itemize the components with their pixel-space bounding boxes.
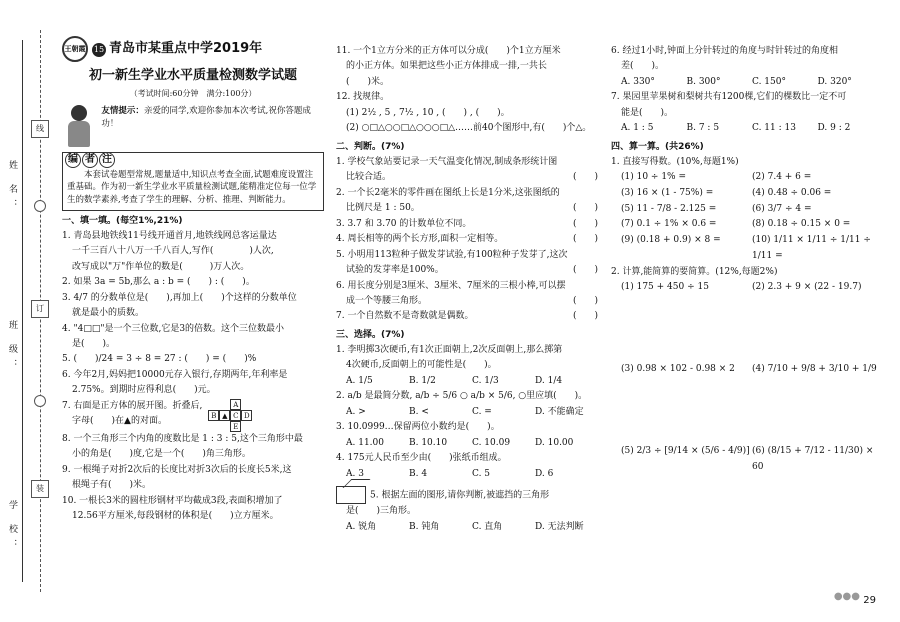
q11-line: ( )米。 — [346, 76, 390, 87]
answer-paren: ( ) — [572, 295, 598, 306]
q2: 2. 如果 3a = 5b,那么 a : b = ( ) : ( )。 — [62, 277, 255, 288]
calc-row — [611, 170, 883, 186]
question-list — [62, 229, 324, 525]
option: D. 6 — [535, 468, 554, 479]
calc-item: (3) 0.98 × 102 - 0.98 × 2 — [621, 364, 735, 375]
column-2 — [336, 44, 598, 535]
column-1 — [62, 36, 324, 525]
j1-row — [336, 170, 598, 185]
judge-list — [336, 155, 598, 325]
tip — [101, 105, 324, 149]
calc-row — [611, 217, 883, 233]
bind-mark-line: 线 — [31, 120, 49, 138]
c2-options — [336, 405, 598, 420]
option: A. 330° — [621, 76, 655, 87]
j3-line: 3. 3.7 和 3.70 的计数单位不同。 — [336, 218, 472, 229]
option: A. 1 : 5 — [621, 123, 654, 134]
q12: 12. 找规律。 — [336, 92, 390, 103]
q1-line: 1. 青岛县地铁线11号线开通首月,地铁线网总客运量达 — [62, 230, 277, 241]
j5-line: 5. 小明用113粒种子做发芽试验,有100粒种子发芽了,这次 — [336, 249, 568, 260]
option: C. 10.09 — [472, 437, 511, 448]
c5-line: 是( )三角形。 — [346, 506, 417, 517]
margin-line — [22, 40, 23, 582]
q8-line: 8. 一个三角形三个内角的度数比是 1 : 3 : 5,这个三角形中最 — [62, 433, 303, 444]
calc-row — [611, 202, 883, 218]
calc-item: (1) 10 ÷ 1% = — [621, 172, 687, 183]
option: A. 11.00 — [346, 437, 384, 448]
option: C. 直角 — [472, 521, 503, 532]
editor-tag: 编 者 注 — [65, 152, 116, 168]
calc-item: (4) 7/10 + 9/8 + 3/10 + 1/9 — [752, 364, 877, 375]
option: B. 300° — [686, 76, 721, 87]
q7-line: 7. 右面是正方体的展开图。折叠后, — [62, 400, 203, 411]
publisher-logo: 王朝霞 — [62, 36, 88, 62]
j6-line: 成一个等腰三角形。 — [346, 295, 428, 306]
column-3 — [611, 44, 883, 476]
question-list — [336, 44, 598, 137]
answer-paren: ( ) — [572, 203, 598, 214]
option: B. < — [409, 406, 429, 417]
cube-net-diagram — [208, 399, 252, 432]
calc-part2-title: 2. 计算,能简算的要简算。(12%,每题2%) — [611, 266, 778, 277]
tip-label: 友情提示： — [101, 105, 144, 116]
page-decoration: ●●● — [833, 590, 860, 602]
q12-part2: (2) ○□△○○□△○○○□△……前40个图形中,有( )个△。 — [346, 123, 592, 134]
q9-line: 根绳子有( )米。 — [72, 480, 152, 491]
choice-list-cont — [611, 44, 883, 137]
option: A. 锐角 — [346, 521, 377, 532]
c6-line: 差( )。 — [621, 61, 665, 72]
q8-line: 小的角是( )度,它是一个( )角三角形。 — [72, 449, 251, 460]
option: C. 5 — [472, 468, 491, 479]
option: D. 10.00 — [535, 437, 574, 448]
bind-mark-order: 订 — [31, 300, 49, 318]
answer-paren: ( ) — [572, 265, 598, 276]
j5-line: 试验的发芽率是100%。 — [346, 265, 444, 276]
q6-line: 2.75%。到期时应得利息( )元。 — [72, 385, 216, 396]
j5-row — [336, 263, 598, 278]
hidden-triangle-figure — [336, 486, 366, 504]
choice-list — [336, 343, 598, 535]
option: B. 4 — [409, 468, 428, 479]
q3-line: 3. 4/7 的分数单位是( ),再加上( )个这样的分数单位 — [62, 292, 297, 303]
option: B. 7 : 5 — [686, 123, 720, 134]
exam-info: （考试时间:60分钟 满分:100分） — [129, 89, 257, 99]
calc-item: (3) 16 × (1 - 75%) = — [621, 187, 714, 198]
option: B. 1/2 — [409, 375, 436, 386]
q10-line: 12.56平方厘米,每段钢材的体积是( )立方厘米。 — [72, 511, 279, 522]
c4-line: 4. 175元人民币至少由( )张纸币组成。 — [336, 453, 507, 464]
q12-part1: (1) 2½ , 5 , 7½ , 10 , ( ) , ( )。 — [346, 107, 510, 118]
option: D. 320° — [817, 76, 852, 87]
calc-row — [611, 280, 883, 362]
cube-face: ▲ — [219, 410, 230, 421]
q11-line: 11. 一个1立方分米的正方体可以分成( )个1立方厘米 — [336, 46, 561, 56]
q7 — [62, 399, 324, 432]
option: C. 150° — [752, 76, 786, 87]
bind-mark-bind: 装 — [31, 480, 49, 498]
cube-face: B — [208, 410, 219, 421]
j2-row — [336, 201, 598, 216]
j4-row — [336, 232, 598, 247]
q5: 5. ( )/24 = 3 ÷ 8 = 27 : ( ) = ( )% — [62, 354, 257, 365]
section-judge: 二、判断。(7%) — [336, 141, 405, 152]
c1-options — [336, 374, 598, 389]
calc-item: (2) 7.4 + 6 = — [752, 172, 812, 183]
option: A. > — [346, 406, 366, 417]
calc-row — [611, 444, 883, 476]
j7-row — [336, 309, 598, 324]
school-label: 学 校： — [6, 500, 17, 554]
tip-box — [62, 105, 324, 149]
c5-row — [336, 486, 598, 504]
calc-item: (6) (8/15 + 7/12 - 11/30) × 60 — [752, 446, 874, 472]
q11-line: 的小正方体。如果把这些小正方体排成一排,一共长 — [346, 61, 547, 72]
page-number: 29 — [863, 594, 876, 606]
q7-line: 字母( )在▲的对面。 — [72, 416, 167, 427]
section-calc: 四、算一算。(共26%) — [611, 141, 704, 152]
answer-paren: ( ) — [572, 172, 598, 183]
calc-item: (9) (0.18 + 0.9) × 8 = — [621, 235, 721, 246]
binding-hole — [34, 395, 46, 407]
option: B. 钝角 — [409, 521, 440, 532]
answer-paren: ( ) — [572, 218, 598, 229]
calc-item: (2) 2.3 + 9 × (22 - 19.7) — [752, 282, 862, 293]
binding-margin — [0, 0, 52, 622]
title-line-2: 初一新生学业水平质量检测数学试题 — [88, 68, 297, 83]
q3-line: 就是最小的质数。 — [72, 308, 145, 319]
option: C. = — [472, 406, 492, 417]
c6-line: 6. 经过1小时,钟面上分针转过的角度与时针转过的角度相 — [611, 46, 839, 56]
q4-line: 4. "4□□"是一个三位数,它是3的倍数。这个三位数最小 — [62, 323, 285, 334]
calc-list — [611, 155, 883, 476]
c1-line: 1. 李明掷3次硬币,有1次正面朝上,2次反面朝上,那么掷第 — [336, 344, 563, 355]
tip-text: 亲爱的同学,欢迎你参加本次考试,祝你答题成功！ — [101, 105, 311, 129]
section-fill: 一、填一填。(每空1%,21%) — [62, 215, 183, 226]
calc-row — [611, 186, 883, 202]
calc-row — [611, 362, 883, 444]
j3-row — [336, 217, 598, 232]
title-line-1: 青岛市某重点中学2019年 — [109, 40, 263, 56]
j7-line: 7. 一个自然数不是奇数就是偶数。 — [336, 311, 474, 322]
j1-line: 1. 学校气象站要记录一天气温变化情况,制成条形统计图 — [336, 156, 558, 167]
option: D. 不能确定 — [535, 406, 584, 417]
header — [62, 36, 324, 62]
option: D. 1/4 — [535, 375, 563, 386]
answer-paren: ( ) — [572, 311, 598, 322]
editor-note — [62, 152, 324, 211]
c4-options — [336, 467, 598, 482]
calc-item: (4) 0.48 ÷ 0.06 = — [752, 187, 832, 198]
option: A. 1/5 — [346, 375, 373, 386]
c7-line: 能是( )。 — [621, 107, 674, 118]
option: C. 11 : 13 — [752, 123, 796, 134]
c5-line: 5. 根据左面的图形,请你判断,被遮挡的三角形 — [370, 490, 550, 501]
q6-line: 6. 今年2月,妈妈把10000元存入银行,存期两年,年利率是 — [62, 369, 288, 380]
j6-row — [336, 294, 598, 309]
calc-item: (6) 3/7 ÷ 4 = — [752, 203, 812, 214]
c2-line: 2. a/b 是最简分数, a/b ÷ 5/6 ○ a/b × 5/6, ○里应填( )。 — [336, 391, 588, 402]
q1-line: 一千三百八十八万一千八百人,写作( )人次, — [72, 246, 274, 257]
option: A. 3 — [346, 468, 364, 479]
j2-line: 比例尺是 1 : 50。 — [346, 203, 420, 214]
q10-line: 10. 一根长3米的圆柱形钢材平均截成3段,表面积增加了 — [62, 495, 283, 506]
j6-line: 6. 用长度分别是3厘米、3厘米、7厘米的三根小棒,可以摆 — [336, 280, 566, 291]
j1-line: 比较合适。 — [346, 172, 392, 183]
calc-item: (7) 0.1 ÷ 1% × 0.6 = — [621, 219, 717, 230]
option: D. 9 : 2 — [817, 123, 851, 134]
c3-options — [336, 436, 598, 451]
option: B. 10.10 — [409, 437, 448, 448]
c7-options — [611, 121, 883, 136]
name-label: 姓 名： — [6, 160, 17, 214]
cube-face: A — [230, 399, 241, 410]
cube-face: E — [230, 421, 241, 432]
calc-item: (5) 2/3 ÷ [9/14 × (5/6 - 4/9)] — [621, 446, 750, 457]
q9-line: 9. 一根绳子对折2次后的长度比对折3次后的长度长5米,这 — [62, 464, 292, 475]
q4-line: 是( )。 — [72, 339, 116, 349]
answer-paren: ( ) — [572, 234, 598, 245]
binding-hole — [34, 200, 46, 212]
section-choice: 三、选择。(7%) — [336, 329, 405, 340]
cube-face: C — [230, 410, 241, 421]
c6-options — [611, 75, 883, 90]
calc-item: (8) 0.18 ÷ 0.15 × 0 = — [752, 219, 851, 230]
paper-number: 15 — [92, 43, 106, 57]
calc-row — [611, 233, 883, 265]
option: D. 无法判断 — [535, 521, 584, 532]
c7-line: 7. 果园里苹果树和梨树共有1200棵,它们的棵数比一定不可 — [611, 92, 847, 103]
c1-line: 4次硬币,反面朝上的可能性是( )。 — [346, 360, 497, 371]
c3-line: 3. 10.0999…保留两位小数约是( )。 — [336, 422, 500, 433]
option: C. 1/3 — [472, 375, 499, 386]
calc-part1-title: 1. 直接写得数。(10%,每题1%) — [611, 156, 739, 167]
j2-line: 2. 一个长2毫米的零件画在图纸上长是1分米,这张图纸的 — [336, 187, 560, 198]
calc-item: (10) 1/11 × 1/11 ÷ 1/11 ÷ 1/11 = — [752, 235, 871, 261]
editor-text: 本套试卷题型常规,题量适中,知识点考查全面,试题难度设置注重基础。作为初一新生学业水平质量检测试题,能精准定位每一位学生的数学素养,考查了学生的理解、分析、推理、判断能力。 — [67, 169, 317, 206]
q1-line: 改写成以"万"作单位的数是( )万人次。 — [72, 261, 250, 272]
class-label: 班 级： — [6, 320, 17, 374]
c5-options — [336, 520, 598, 535]
calc-item: (1) 175 + 450 ÷ 15 — [621, 282, 709, 293]
calc-item: (5) 11 - 7/8 - 2.125 = — [621, 203, 717, 214]
j4-line: 4. 周长相等的两个长方形,面积一定相等。 — [336, 234, 504, 245]
girl-illustration — [62, 105, 95, 149]
cube-face: D — [241, 410, 252, 421]
